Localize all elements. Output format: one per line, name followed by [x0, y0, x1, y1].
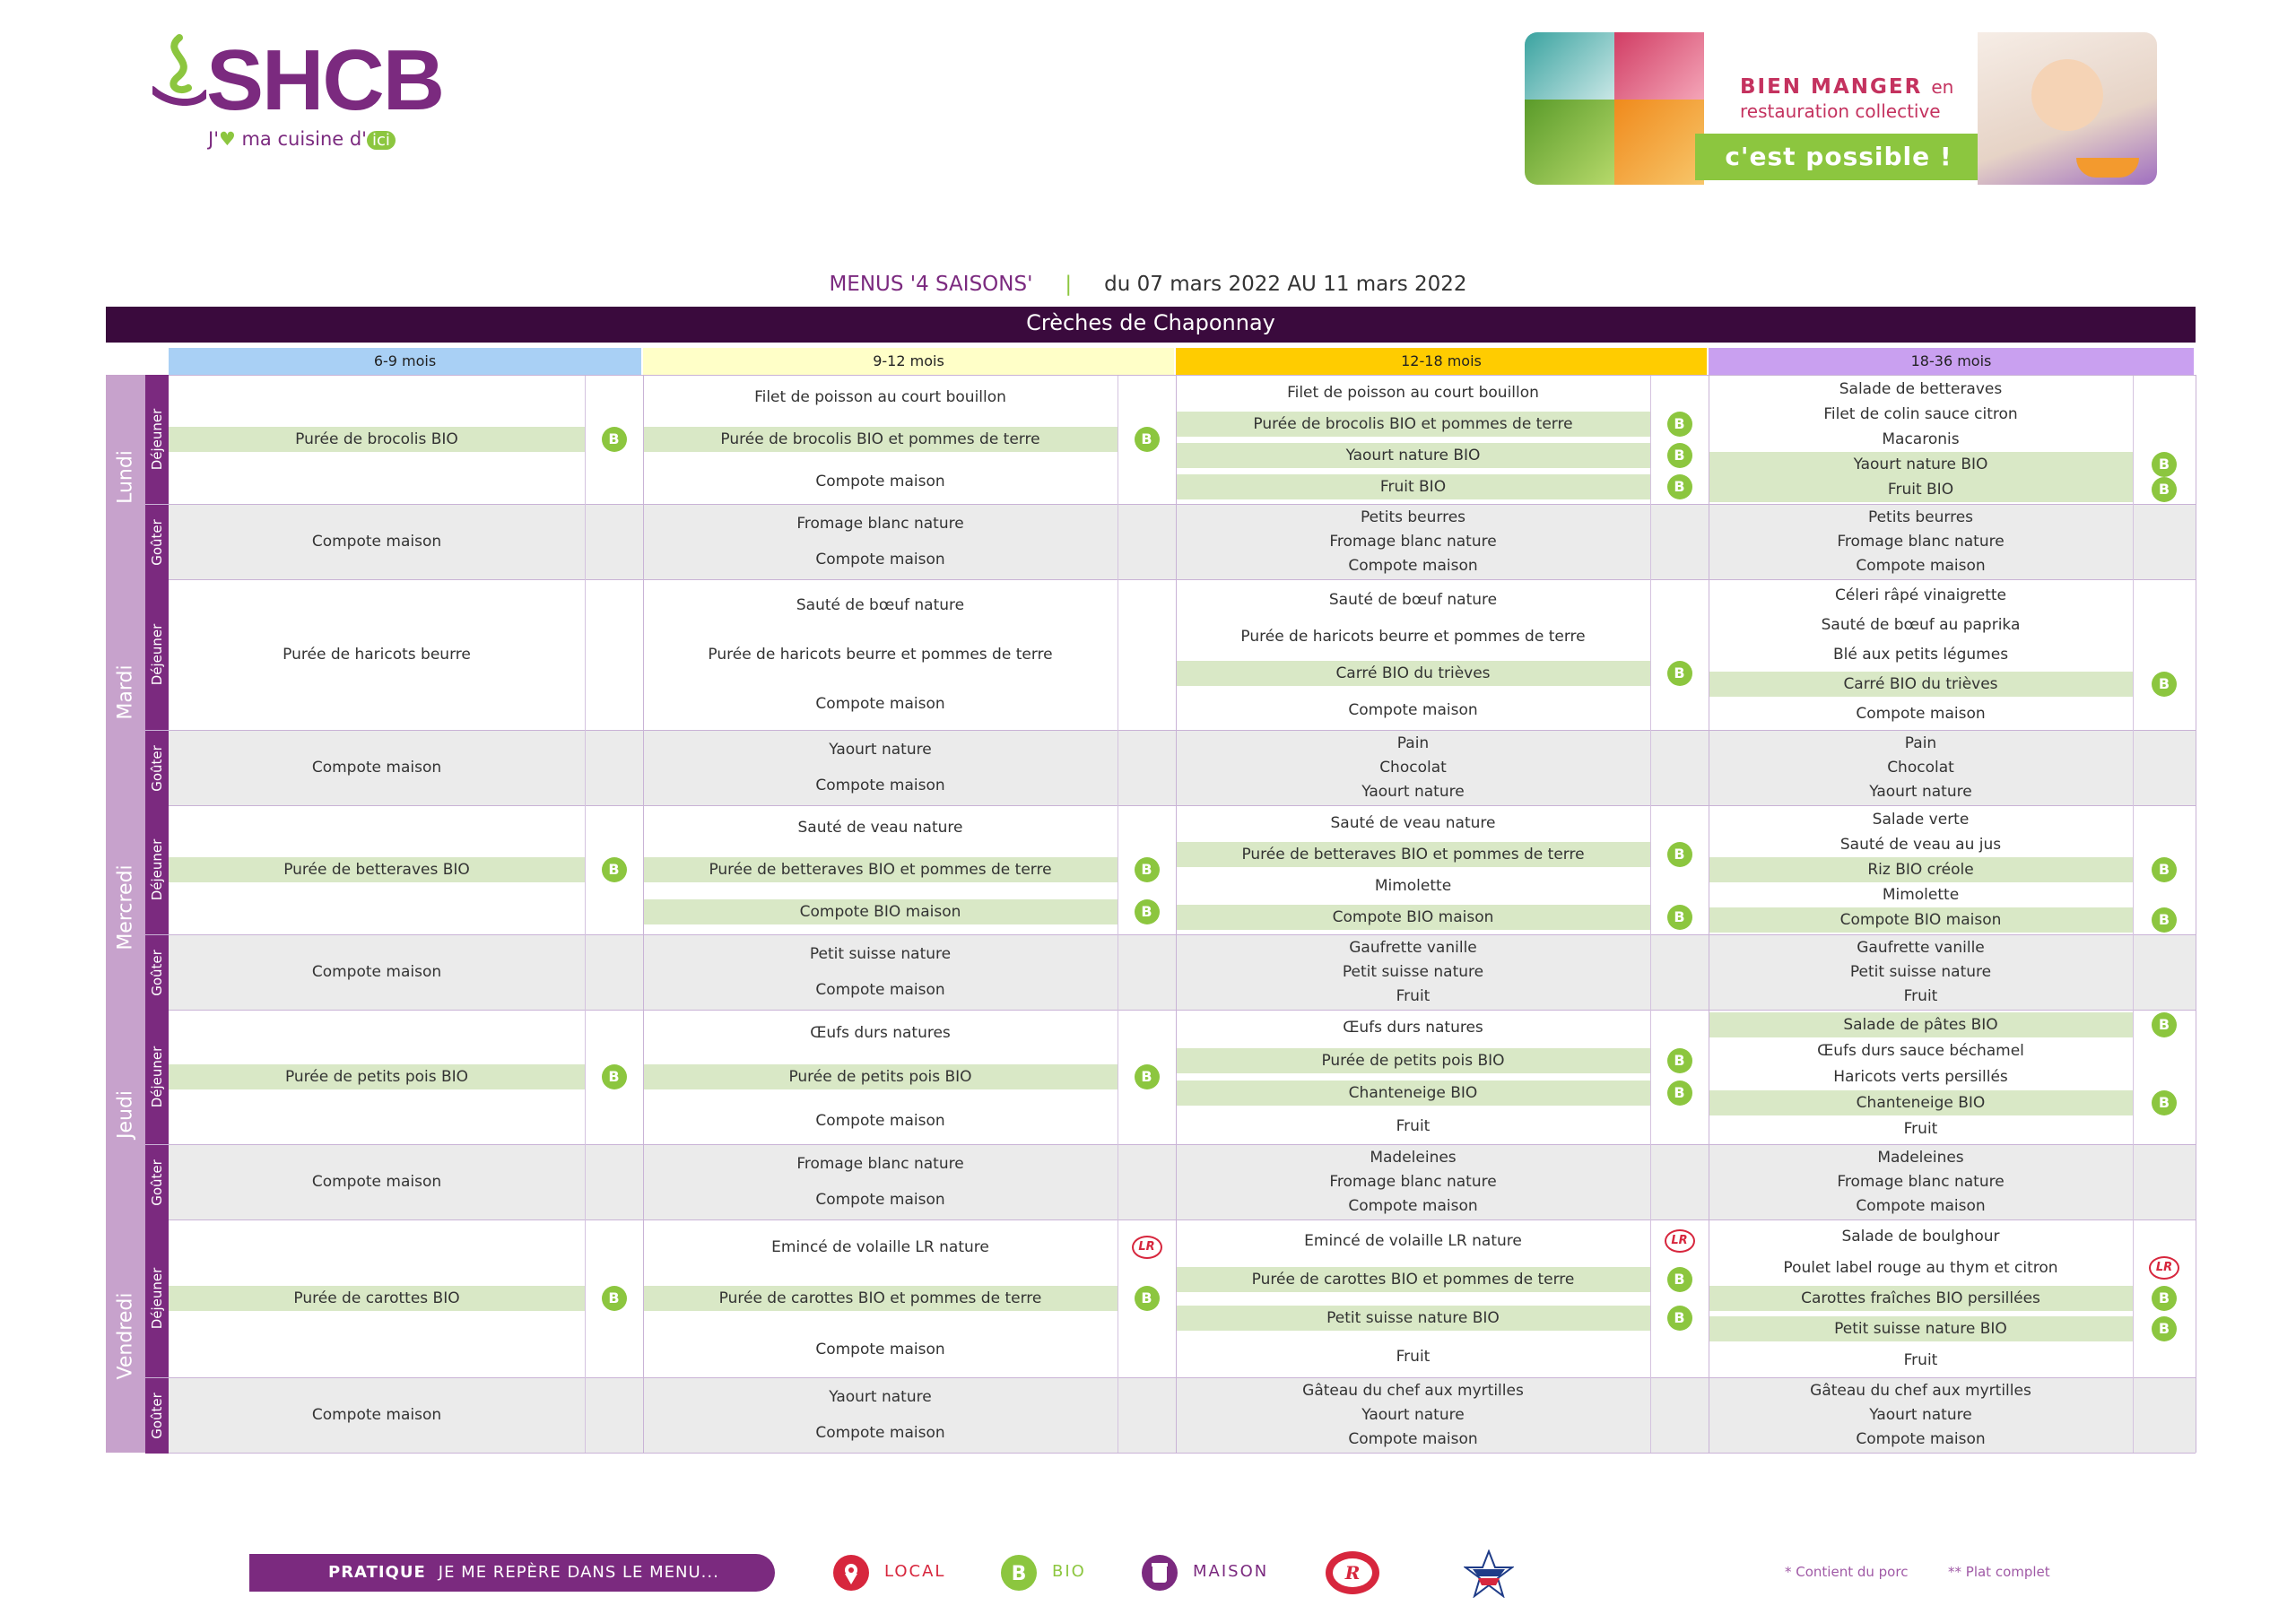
snack-dish: Compote maison	[311, 759, 442, 777]
lunch-dish: Mimolette	[1882, 886, 1960, 904]
snack-dish: Yaourt nature	[1361, 782, 1465, 801]
lunch-dish: Fruit	[1903, 1120, 1938, 1139]
snack-dish: Fromage blanc nature	[1329, 1173, 1497, 1191]
lunch-dish: Riz BIO créole	[1709, 857, 2133, 882]
lunch-dish: Salade de betteraves	[1839, 380, 2003, 398]
lunch-dish: Filet de poisson au court bouillon	[754, 388, 1006, 407]
snack-dish: Fromage blanc nature	[796, 515, 964, 533]
snack-dish: Madeleines	[1370, 1149, 1457, 1167]
label-rouge-icon: LR	[2149, 1256, 2179, 1280]
snack-dish: Yaourt nature	[829, 741, 932, 759]
bio-badge-icon: B	[1667, 443, 1692, 468]
bio-badge-icon: B	[1667, 905, 1692, 930]
pratique-bar: PRATIQUE JE ME REPÈRE DANS LE MENU...	[249, 1554, 775, 1592]
meal-label-dejeuner: Déjeuner	[145, 375, 169, 504]
snack-dish: Compote maison	[311, 1406, 442, 1424]
bio-badge-icon: B	[1667, 412, 1692, 437]
snack-dish: Pain	[1904, 734, 1937, 753]
lunch-dish: Filet de poisson au court bouillon	[1287, 383, 1539, 402]
menu-header: MENUS '4 SAISONS' | du 07 mars 2022 AU 11 mars 2022	[829, 273, 1467, 296]
snack-dish: Compote maison	[311, 533, 442, 551]
column-divider	[643, 375, 644, 1453]
lunch-dish: Compote maison	[1348, 700, 1478, 719]
bio-badge-icon: B	[1667, 474, 1692, 499]
bio-badge-icon: B	[602, 427, 627, 452]
snack-dish: Petits beurres	[1867, 508, 1974, 527]
bio-badge-icon: B	[1135, 427, 1160, 452]
lunch-dish: Purée de haricots beurre	[283, 646, 471, 664]
snack-dish: Fromage blanc nature	[1329, 533, 1497, 551]
bio-badge-icon: B	[602, 857, 627, 882]
lunch-dish: Emincé de volaille LR nature	[1304, 1231, 1522, 1250]
lunch-dish: Sauté de veau nature	[797, 819, 963, 838]
lunch-dish: Compote BIO maison	[643, 899, 1118, 924]
snack-dish: Compote maison	[815, 1424, 945, 1442]
lunch-dish: Purée de haricots beurre et pommes de terre	[708, 646, 1053, 664]
meal-label-gouter: Goûter	[145, 1377, 169, 1454]
snack-dish: Yaourt nature	[1361, 1406, 1465, 1424]
lunch-dish: Sauté de bœuf nature	[1328, 590, 1498, 609]
lunch-dish: Compote maison	[815, 694, 945, 713]
lunch-dish: Céleri râpé vinaigrette	[1834, 586, 2007, 605]
lunch-dish: Macaronis	[1882, 430, 1960, 448]
note-porc: * Contient du porc	[1785, 1564, 1909, 1580]
lunch-dish: Fruit BIO	[1176, 474, 1650, 499]
bio-badge-icon: B	[2152, 1090, 2177, 1115]
snack-dish: Compote maison	[1348, 1196, 1478, 1215]
column-divider	[2133, 375, 2134, 1453]
row-divider	[169, 1219, 2196, 1220]
lunch-dish: Purée de betteraves BIO et pommes de terre	[643, 857, 1118, 882]
bio-badge-icon: B	[602, 1286, 627, 1311]
snack-dish: Madeleines	[1877, 1149, 1964, 1167]
lunch-dish: Purée de petits pois BIO	[643, 1064, 1118, 1089]
lunch-dish: Emincé de volaille LR nature	[771, 1237, 989, 1256]
snack-dish: Yaourt nature	[1869, 782, 1972, 801]
snack-dish: Gâteau du chef aux myrtilles	[1302, 1382, 1524, 1401]
row-divider	[169, 1453, 2196, 1454]
bio-badge-icon: B	[2152, 452, 2177, 477]
snack-dish: Gâteau du chef aux myrtilles	[1810, 1382, 2031, 1401]
lunch-dish: Sauté de veau au jus	[1839, 836, 2002, 854]
lunch-dish: Fruit BIO	[1709, 477, 2133, 502]
lunch-dish: Salade de pâtes BIO	[1709, 1012, 2133, 1037]
site-title: Crèches de Chaponnay	[106, 307, 2196, 343]
snack-dish: Compote maison	[311, 963, 442, 981]
lunch-dish: Purée de petits pois BIO	[169, 1064, 585, 1089]
meal-label-dejeuner: Déjeuner	[145, 1010, 169, 1144]
snack-dish: Petit suisse nature	[1849, 963, 1992, 981]
bio-badge-icon: B	[2152, 1316, 2177, 1341]
snack-dish: Compote maison	[1856, 1429, 1986, 1448]
meal-label-gouter: Goûter	[145, 934, 169, 1011]
snack-dish: Fromage blanc nature	[796, 1155, 964, 1173]
bio-badge-icon: B	[1667, 1267, 1692, 1292]
bio-badge-icon: B	[1135, 1286, 1160, 1311]
lunch-dish: Salade verte	[1872, 811, 1970, 829]
day-label: Mercredi	[106, 805, 145, 1010]
lunch-dish: Fruit	[1396, 1116, 1431, 1135]
lunch-dish: Compote maison	[815, 1341, 945, 1359]
lunch-dish: Yaourt nature BIO	[1176, 443, 1650, 468]
bio-badge-icon: B	[602, 1064, 627, 1089]
bio-badge-icon: B	[1667, 1048, 1692, 1073]
jar-icon	[1141, 1554, 1178, 1592]
meal-label-dejeuner: Déjeuner	[145, 1219, 169, 1377]
lunch-dish: Œufs durs natures	[1343, 1019, 1483, 1037]
banner-subtitle: restauration collective	[1740, 100, 1941, 122]
snack-dish: Compote maison	[311, 1173, 442, 1191]
lunch-dish: Compote maison	[1856, 704, 1986, 723]
label-rouge-icon: LR	[1132, 1236, 1162, 1259]
column-divider	[585, 375, 586, 1453]
snack-dish: Chocolat	[1887, 759, 1954, 777]
bio-badge-icon: B	[1667, 1081, 1692, 1106]
lunch-dish: Chanteneige BIO	[1709, 1090, 2133, 1115]
lunch-dish: Haricots verts persillés	[1833, 1068, 2008, 1086]
snack-dish: Yaourt nature	[1869, 1406, 1972, 1424]
lunch-dish: Fruit	[1396, 1347, 1431, 1366]
bio-badge-icon: B	[1135, 857, 1160, 882]
snack-dish: Fruit	[1396, 986, 1431, 1005]
row-divider	[169, 1010, 2196, 1011]
day-label: Lundi	[106, 375, 145, 579]
meal-label-gouter: Goûter	[145, 504, 169, 580]
legend-local-label: LOCAL	[884, 1562, 946, 1581]
snack-dish: Chocolat	[1379, 759, 1447, 777]
lunch-dish: Fruit	[1903, 1350, 1938, 1369]
lunch-dish: Œufs durs natures	[810, 1024, 951, 1043]
snack-dish: Compote maison	[815, 551, 945, 568]
logo-wordmark: SHCB	[206, 32, 444, 128]
lunch-dish: Purée de carottes BIO	[169, 1286, 585, 1311]
bio-badge-icon: B	[2152, 1286, 2177, 1311]
lunch-dish: Œufs durs sauce béchamel	[1817, 1041, 2024, 1060]
lunch-dish: Sauté de bœuf nature	[796, 596, 965, 615]
lunch-dish: Compote BIO maison	[1709, 907, 2133, 933]
lunch-dish: Purée de haricots beurre et pommes de terre	[1240, 627, 1586, 646]
lunch-dish: Mimolette	[1374, 876, 1452, 895]
viandes-de-france-icon	[1464, 1549, 1514, 1598]
snack-dish: Compote maison	[815, 1191, 945, 1209]
snack-dish: Compote maison	[1856, 556, 1986, 575]
svg-text:B: B	[1011, 1563, 1027, 1585]
age-header: 6-9 mois	[169, 348, 641, 375]
legend-maison-label: MAISON	[1193, 1562, 1269, 1581]
row-divider	[169, 805, 2196, 806]
lunch-dish: Poulet label rouge au thym et citron	[1783, 1258, 2058, 1277]
snack-dish: Fromage blanc nature	[1837, 1173, 2005, 1191]
snack-dish: Petit suisse nature	[809, 945, 952, 963]
column-divider	[1650, 375, 1651, 1453]
snack-dish: Fromage blanc nature	[1837, 533, 2005, 551]
day-label: Vendredi	[106, 1219, 145, 1453]
bio-badge-icon: B	[2152, 1012, 2177, 1037]
snack-dish: Pain	[1396, 734, 1430, 753]
bio-badge-icon: B	[1667, 661, 1692, 686]
snack-dish: Gaufrette vanille	[1857, 939, 1985, 958]
legend-bio-label: BIO	[1052, 1562, 1086, 1581]
snack-dish: Compote maison	[815, 981, 945, 999]
snack-dish: Petit suisse nature	[1342, 963, 1484, 981]
location-pin-icon	[832, 1554, 870, 1592]
logo-steam-icon	[152, 34, 206, 106]
banner-pill: c'est possible !	[1695, 134, 1982, 180]
banner-title: BIEN MANGER en	[1740, 75, 1954, 99]
lunch-dish: Purée de brocolis BIO et pommes de terre	[643, 427, 1118, 452]
lunch-dish: Compote maison	[815, 472, 945, 490]
age-header: 9-12 mois	[643, 348, 1174, 375]
label-rouge-icon: LR	[1665, 1229, 1695, 1253]
note-plat-complet: ** Plat complet	[1948, 1564, 2050, 1580]
lunch-dish: Carré BIO du trièves	[1709, 672, 2133, 697]
meal-label-gouter: Goûter	[145, 730, 169, 806]
lunch-dish: Purée de betteraves BIO	[169, 857, 585, 882]
bio-badge-icon: B	[2152, 907, 2177, 933]
snack-dish: Fruit	[1903, 986, 1938, 1005]
bio-badge-icon: B	[2152, 857, 2177, 882]
snack-dish: Compote maison	[1348, 556, 1478, 575]
bio-badge-icon: B	[2152, 477, 2177, 502]
lunch-dish: Salade de boulghour	[1841, 1228, 2000, 1246]
age-header: 18-36 mois	[1709, 348, 2194, 375]
lunch-dish: Sauté de bœuf au paprika	[1821, 616, 2021, 635]
lunch-dish: Yaourt nature BIO	[1709, 452, 2133, 477]
lunch-dish: Petit suisse nature BIO	[1709, 1316, 2133, 1341]
day-label: Jeudi	[106, 1010, 145, 1219]
svg-text:R: R	[1344, 1562, 1361, 1584]
lunch-dish: Blé aux petits légumes	[1832, 646, 2009, 664]
snack-dish: Yaourt nature	[829, 1388, 932, 1406]
lunch-dish: Compote BIO maison	[1176, 905, 1650, 930]
row-divider	[169, 375, 2196, 376]
lunch-dish: Purée de brocolis BIO	[169, 427, 585, 452]
snack-dish: Gaufrette vanille	[1349, 939, 1477, 958]
lunch-dish: Purée de brocolis BIO et pommes de terre	[1176, 412, 1650, 437]
snack-dish: Petits beurres	[1360, 508, 1466, 527]
day-label: Mardi	[106, 579, 145, 805]
bio-badge-icon: B	[1135, 1064, 1160, 1089]
lunch-dish: Sauté de veau nature	[1330, 813, 1496, 832]
row-divider	[169, 579, 2196, 580]
bio-badge-icon: B	[1135, 899, 1160, 924]
logo-tagline: J'♥ ma cuisine d' ici	[208, 128, 396, 150]
age-header: 12-18 mois	[1176, 348, 1707, 375]
bio-b-icon	[1000, 1554, 1038, 1592]
lunch-dish: Chanteneige BIO	[1176, 1081, 1650, 1106]
lunch-dish: Carré BIO du trièves	[1176, 661, 1650, 686]
column-divider	[1176, 375, 1177, 1453]
lunch-dish: Carottes fraîches BIO persillées	[1709, 1286, 2133, 1311]
lunch-dish: Petit suisse nature BIO	[1176, 1306, 1650, 1331]
bien-manger-banner	[1525, 32, 2157, 185]
bio-badge-icon: B	[1667, 1306, 1692, 1331]
bio-badge-icon: B	[1667, 842, 1692, 867]
meal-label-gouter: Goûter	[145, 1144, 169, 1220]
label-rouge-icon	[1324, 1549, 1381, 1596]
meal-label-dejeuner: Déjeuner	[145, 805, 169, 934]
lunch-dish: Compote maison	[815, 1111, 945, 1130]
snack-dish: Compote maison	[1348, 1429, 1478, 1448]
snack-dish: Compote maison	[815, 777, 945, 794]
lunch-dish: Purée de petits pois BIO	[1176, 1048, 1650, 1073]
baby-photo	[1978, 32, 2157, 185]
lunch-dish: Purée de betteraves BIO et pommes de terre	[1176, 842, 1650, 867]
lunch-dish: Filet de colin sauce citron	[1823, 405, 2018, 423]
lunch-dish: Purée de carottes BIO et pommes de terre	[643, 1286, 1118, 1311]
meal-label-dejeuner: Déjeuner	[145, 579, 169, 730]
snack-dish: Compote maison	[1856, 1196, 1986, 1215]
bio-badge-icon: B	[2152, 672, 2177, 697]
lunch-dish: Purée de carottes BIO et pommes de terre	[1176, 1267, 1650, 1292]
